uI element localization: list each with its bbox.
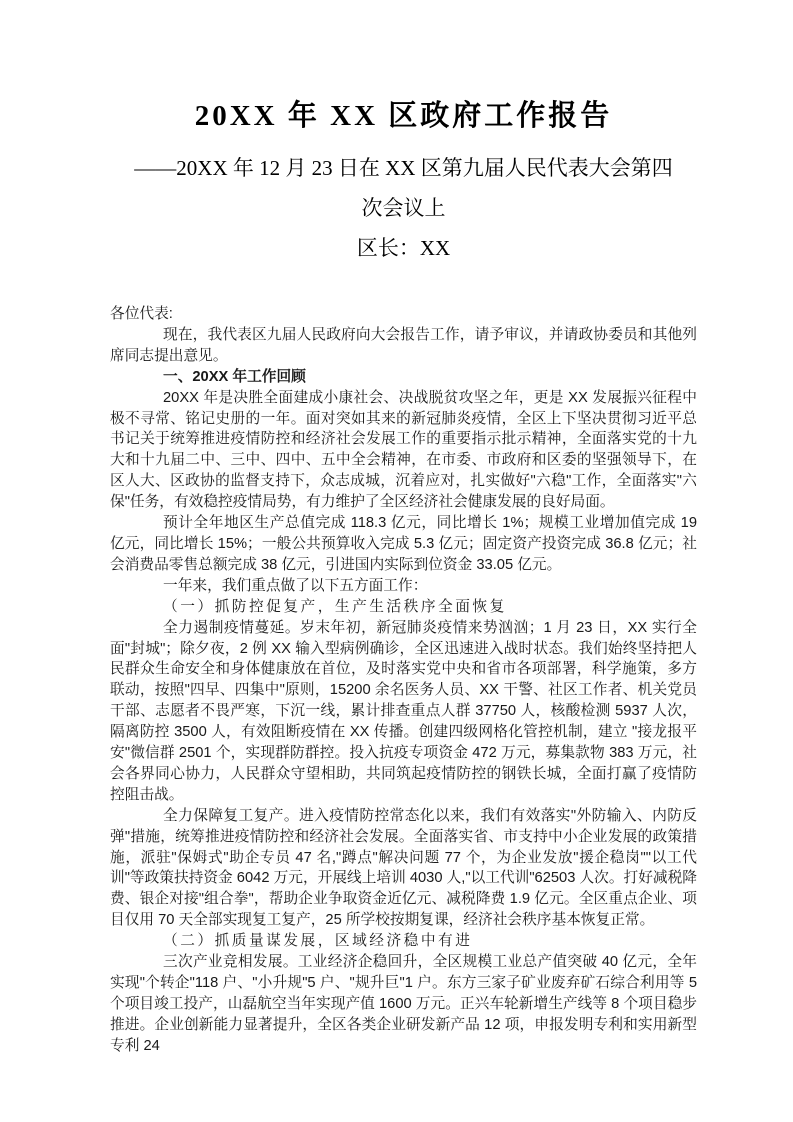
paragraph-intro: 现在，我代表区九届人民政府向大会报告工作，请予审议，并请政协委员和其他列席同志提出意见。 [110, 326, 697, 364]
paragraph-five-aspects-lead: 一年来，我们重点做了以下五方面工作： [163, 577, 428, 594]
paragraph-epidemic-containment: 全力遏制疫情蔓延。岁末年初，新冠肺炎疫情来势汹汹；1 月 23 日，XX 实行全面"封城"；除夕夜，2 例 XX 输入型病例确诊，全区迅速进入战时状态。我们始终坚持把人民群众生命安全和身体健康放在首位，及时落实党中央和省市各项部署，科学施策，多方联动，按照"四早、四集中"原则，15200 余名医务人员、XX 干警、社区工作者、机关党员干部、志愿者不畏严寒，下沉一线，累计排查重点人群 37750 人，核酸检测 5937 人次，隔离防控 3500 人，有效阻断疫情在 XX 传播。创建四级网格化管控机制，建立 "接龙报平安"微信群 2501 个，实现群防群控。投入抗疫专项资金 472 万元，募集款物 383 万元，社会各界同心协力，人民群众守望相助，共同筑起疫情防控的钢铁长城，全面打赢了疫情防控阻击战。 [110, 619, 697, 803]
salutation: 各位代表: [110, 306, 173, 322]
section-heading-work-review: 一、20XX 年工作回顾 [163, 368, 306, 385]
subsection-heading-epidemic-control: （一）抓防控促复产，生产生活秩序全面恢复 [163, 598, 507, 615]
document-subtitle-line-2: 次会议上 [361, 196, 446, 220]
document-author: 区长：XX [356, 236, 451, 260]
document-body [110, 304, 697, 1057]
paragraph-year-overview: 20XX 年是决胜全面建成小康社会、决战脱贫攻坚之年，更是 XX 发展振兴征程中极不寻常、铭记史册的一年。面对突如其来的新冠肺炎疫情，全区上下坚决贯彻习近平总书记关于统筹推进疫情防控和经济社会发展工作的重要指示批示精神，全面落实党的十九大和十九届二中、三中、四中、五中全会精神，在市委、市政府和区委的坚强领导下，在区人大、区政协的监督支持下，众志成城，沉着应对，扎实做好"六稳"工作，全面落实"六保"任务，有效稳控疫情局势，有力维护了全区经济社会健康发展的良好局面。 [110, 389, 697, 511]
paragraph-economic-figures: 预计全年地区生产总值完成 118.3 亿元，同比增长 1%；规模工业增加值完成 19 亿元，同比增长 15%；一般公共预算收入完成 5.3 亿元；固定资产投资完成 36.8 亿元；社会消费品零售总额完成 38 亿元，引进国内实际到位资金 33.05 亿元。 [110, 515, 697, 573]
subsection-heading-quality-development: （二）抓质量谋发展，区域经济稳中有进 [163, 933, 473, 950]
paragraph-work-resumption: 全力保障复工复产。进入疫情防控常态化以来，我们有效落实"外防输入、内防反弹"措施，统筹推进疫情防控和经济社会发展。全面落实省、市支持中小企业发展的政策措施，派驻"保姆式"助企专员 47 名,"蹲点"解决问题 77 个，为企业发放"援企稳岗""以工代训"等政策扶持资金 6042 万元，开展线上培训 4030 人,"以工代训"62503 人次。打好减税降费、银企对接"组合拳"，帮助企业争取资金近亿元、减税降费 1.9 亿元。全区重点企业、项目仅用 70 天全部实现复工复产，25 所学校按期复课，经济社会秩序基本恢复正常。 [110, 807, 697, 929]
document-title: 20XX 年 XX 区政府工作报告 [194, 100, 613, 132]
paragraph-industry-development: 三次产业竞相发展。工业经济企稳回升，全区规模工业总产值突破 40 亿元，全年实现"个转企"118 户、"小升规"5 户、"规升巨"1 户。东方三家子矿业废弃矿石综合利用等 5 个项目竣工投产，山磊航空当年实现产值 1600 万元。正兴车轮新增生产线等 8 个项目稳步推进。企业创新能力显著提升，全区各类企业研发新产品 12 项，申报发明专利和实用新型专利 24 [110, 954, 697, 1054]
document-subtitle-line-1: ——20XX 年 12 月 23 日在 XX 区第九届人民代表大会第四 [134, 156, 673, 180]
